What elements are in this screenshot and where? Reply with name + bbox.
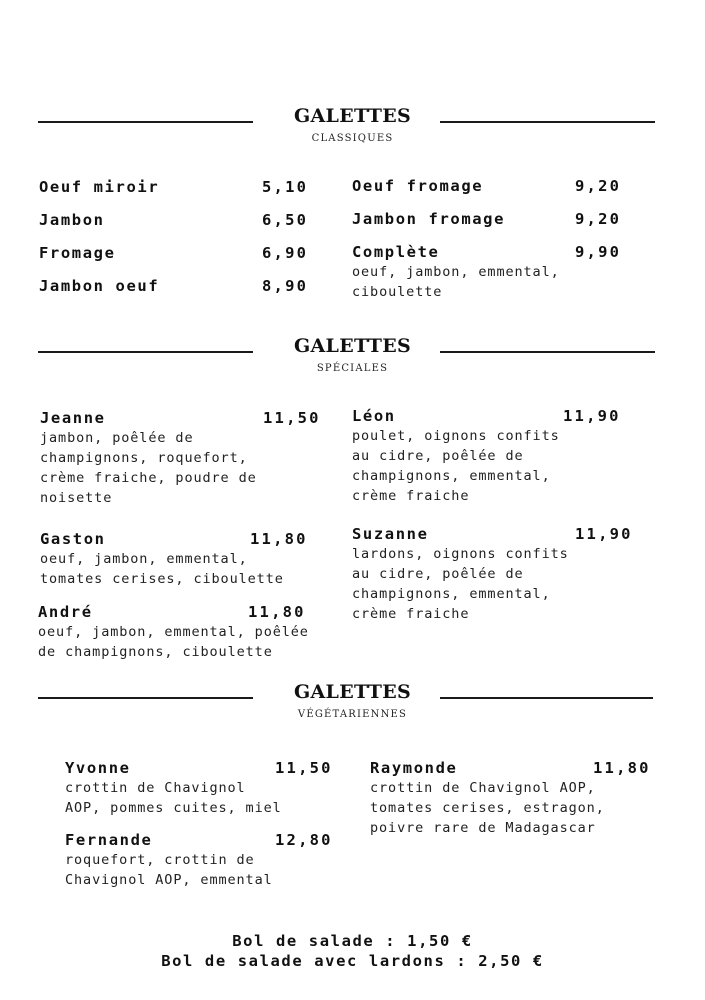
item-name: Suzanne xyxy=(352,525,429,543)
item-name: Yvonne xyxy=(65,759,131,777)
item-price: 12,80 xyxy=(275,831,333,849)
item-description: jambon, poêlée de champignons, roquefort, crème fraiche, poudre de noisette xyxy=(40,430,257,506)
section-subtitle: SPÉCIALES xyxy=(316,363,389,374)
item-name: Raymonde xyxy=(370,759,458,777)
section-header-classiques xyxy=(0,105,705,153)
item-price: 11,80 xyxy=(593,759,651,777)
section-subtitle: CLASSIQUES xyxy=(311,133,394,144)
item-name: Jeanne xyxy=(40,409,106,427)
item-price: 11,80 xyxy=(248,603,306,621)
section-header-speciales xyxy=(0,335,705,383)
item-name: Jambon xyxy=(39,211,105,229)
item-price: 11,90 xyxy=(563,407,621,425)
item-name: Gaston xyxy=(40,530,106,548)
footer-salad-price: Bol de salade : 1,50 € xyxy=(232,932,473,950)
menu-item xyxy=(352,407,652,506)
item-price: 11,90 xyxy=(575,525,633,543)
menu-item xyxy=(39,178,314,200)
menu-item xyxy=(40,530,340,589)
menu-item xyxy=(65,831,345,890)
item-description: oeuf, jambon, emmental, poêlée de champignons, ciboulette xyxy=(38,624,309,660)
menu-item xyxy=(352,525,652,624)
item-description: crottin de Chavignol AOP, pommes cuites, miel xyxy=(65,780,282,816)
section-title: GALETTES xyxy=(293,335,411,357)
section-header-vegetariennes xyxy=(0,681,705,729)
section-title: GALETTES xyxy=(293,105,411,127)
menu-item xyxy=(352,243,652,302)
item-name: Jambon oeuf xyxy=(39,277,160,295)
section-subtitle: VÉGÉTARIENNES xyxy=(297,709,408,720)
item-name: Jambon fromage xyxy=(352,210,506,228)
item-description: poulet, oignons confits au cidre, poêlée de champignons, emmental, crème fraiche xyxy=(352,428,560,504)
menu-item xyxy=(65,759,345,818)
menu-item xyxy=(352,177,632,199)
menu-item xyxy=(352,210,632,232)
item-price: 11,80 xyxy=(250,530,308,548)
item-price: 9,90 xyxy=(575,243,622,261)
item-price: 6,90 xyxy=(262,244,309,262)
item-name: Oeuf miroir xyxy=(39,178,160,196)
item-description: roquefort, crottin de Chavignol AOP, emmental xyxy=(65,852,273,888)
item-price: 9,20 xyxy=(575,177,622,195)
item-name: Complète xyxy=(352,243,440,261)
item-price: 8,90 xyxy=(262,277,309,295)
item-price: 6,50 xyxy=(262,211,309,229)
item-price: 9,20 xyxy=(575,210,622,228)
menu-item xyxy=(39,277,314,299)
item-description: lardons, oignons confits au cidre, poêlée de champignons, emmental, crème fraiche xyxy=(352,546,569,622)
item-name: Oeuf fromage xyxy=(352,177,484,195)
item-name: Fromage xyxy=(39,244,116,262)
item-name: Léon xyxy=(352,407,396,425)
item-price: 5,10 xyxy=(262,178,309,196)
item-name: Fernande xyxy=(65,831,153,849)
item-description: oeuf, jambon, emmental, ciboulette xyxy=(352,264,560,300)
menu-item xyxy=(39,211,314,233)
menu-item xyxy=(38,603,348,662)
menu-item xyxy=(370,759,660,838)
section-title: GALETTES xyxy=(293,681,411,703)
footer-salad-lardons-price: Bol de salade avec lardons : 2,50 € xyxy=(161,952,544,970)
item-price: 11,50 xyxy=(275,759,333,777)
item-description: crottin de Chavignol AOP, tomates cerises, estragon, poivre rare de Madagascar xyxy=(370,780,605,836)
menu-item xyxy=(39,244,314,266)
item-description: oeuf, jambon, emmental, tomates cerises, ciboulette xyxy=(40,551,284,587)
item-name: André xyxy=(38,603,93,621)
menu-item xyxy=(40,409,340,508)
item-price: 11,50 xyxy=(263,409,321,427)
